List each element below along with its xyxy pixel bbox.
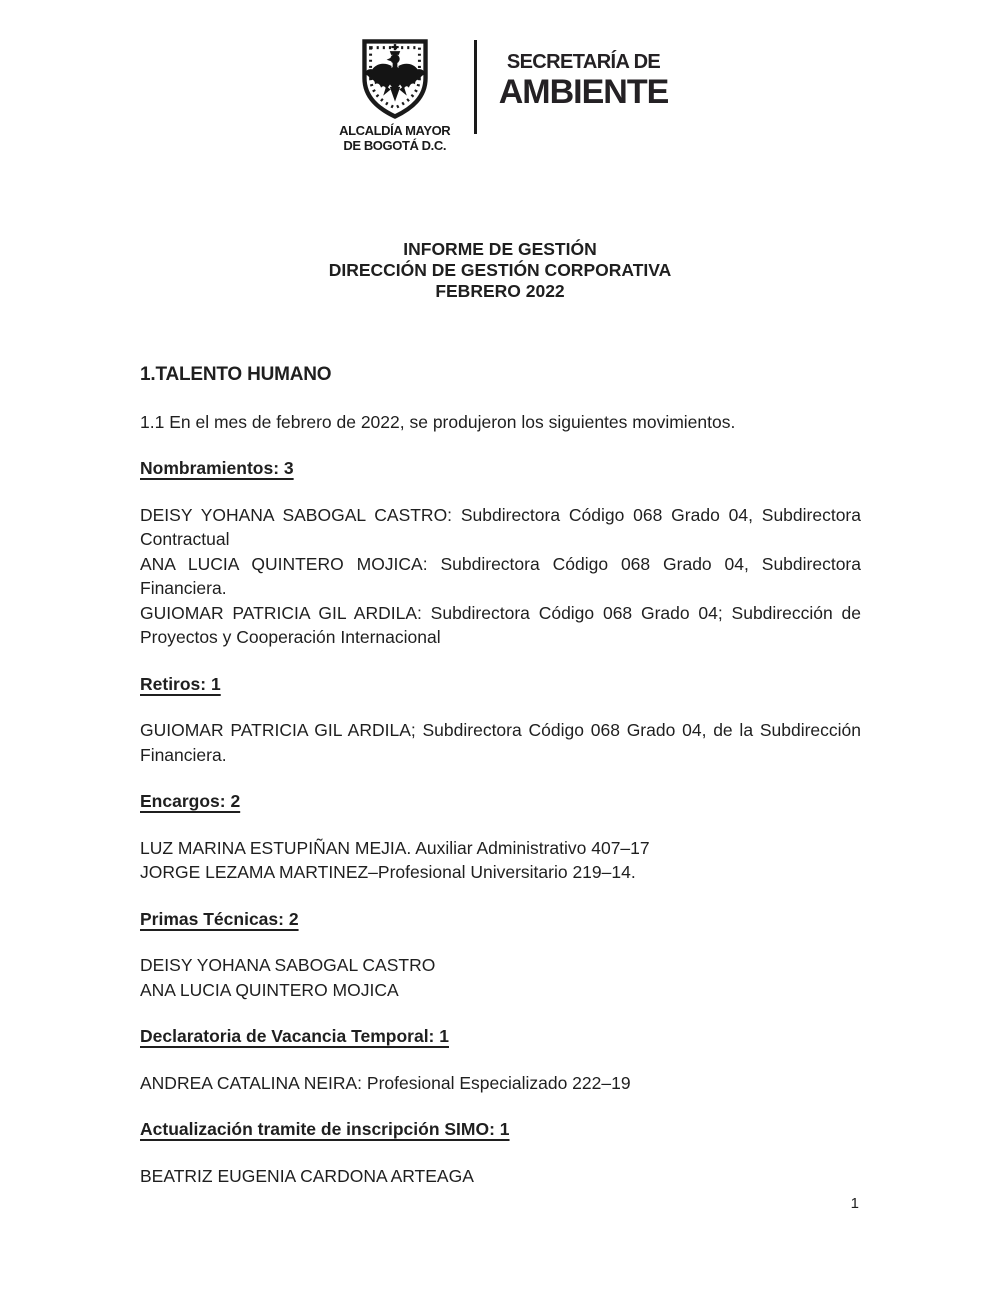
primas-line: DEISY YOHANA SABOGAL CASTRO — [140, 955, 436, 975]
subheading-vacancia-temporal: Declaratoria de Vacancia Temporal: 1 — [140, 1026, 449, 1046]
document-header — [0, 0, 1000, 153]
vacancia-line: ANDREA CATALINA NEIRA: Profesional Especializado 222–19 — [140, 1072, 631, 1093]
subheading-primas-tecnicas: Primas Técnicas: 2 — [140, 908, 299, 929]
entity-name — [499, 38, 669, 110]
nombramientos-line: DEISY YOHANA SABOGAL CASTRO: Subdirectora Código 068 Grado 04, Subdirectora — [140, 504, 861, 525]
seal-caption-line1: ALCALDÍA MAYOR — [339, 123, 451, 138]
nombramientos-line: Proyectos y Cooperación Internacional — [140, 627, 441, 647]
document-body — [0, 363, 1000, 1188]
nombramientos-line: Financiera. — [140, 578, 227, 598]
header-divider — [474, 40, 477, 134]
page-number: 1 — [850, 1195, 859, 1212]
bogota-shield-icon — [349, 38, 441, 120]
vacancia-paragraph — [140, 1071, 861, 1096]
intro-line: 1.1 En el mes de febrero de 2022, se produjeron los siguientes movimientos. — [140, 411, 736, 432]
bogota-seal-logo — [332, 38, 458, 153]
retiros-line: Financiera. — [140, 744, 227, 765]
entity-name-line1: SECRETARÍA DE — [506, 51, 661, 73]
retiros-line: GUIOMAR PATRICIA GIL ARDILA; Subdirectora Código 068 Grado 04, de la Subdirección — [140, 720, 861, 740]
primas-paragraph — [140, 953, 861, 1002]
nombramientos-line: GUIOMAR PATRICIA GIL ARDILA: Subdirectora Código 068 Grado 04; Subdirección de — [140, 602, 861, 623]
primas-line: ANA LUCIA QUINTERO MOJICA — [140, 979, 399, 1000]
nombramientos-paragraph — [140, 503, 861, 650]
subheading-retiros: Retiros: 1 — [140, 673, 221, 694]
subheading-nombramientos: Nombramientos: 3 — [140, 458, 294, 478]
nombramientos-line: ANA LUCIA QUINTERO MOJICA: Subdirectora Código 068 Grado 04, Subdirectora — [140, 553, 861, 574]
subheading-inscripcion-simo: Actualización tramite de inscripción SIMO: 1 — [140, 1119, 510, 1139]
entity-name-line2: AMBIENTE — [498, 73, 669, 111]
simo-line: BEATRIZ EUGENIA CARDONA ARTEAGA — [140, 1165, 474, 1186]
document-title — [0, 239, 1000, 302]
encargos-line: JORGE LEZAMA MARTINEZ–Profesional Universitario 219–14. — [140, 862, 636, 882]
seal-caption — [332, 123, 458, 153]
section-heading-talento-humano: 1.TALENTO HUMANO — [140, 364, 332, 385]
intro-paragraph — [140, 410, 861, 435]
title-line-2: DIRECCIÓN DE GESTIÓN CORPORATIVA — [328, 260, 672, 280]
seal-caption-line2: DE BOGOTÁ D.C. — [343, 138, 447, 153]
encargos-line: LUZ MARINA ESTUPIÑAN MEJIA. Auxiliar Administrativo 407–17 — [140, 837, 650, 858]
simo-paragraph — [140, 1164, 861, 1189]
encargos-paragraph — [140, 836, 861, 885]
title-line-3: FEBRERO 2022 — [435, 281, 565, 301]
nombramientos-line: Contractual — [140, 529, 230, 549]
title-line-1: INFORME DE GESTIÓN — [403, 239, 597, 259]
retiros-paragraph — [140, 718, 861, 767]
subheading-encargos: Encargos: 2 — [140, 791, 241, 811]
